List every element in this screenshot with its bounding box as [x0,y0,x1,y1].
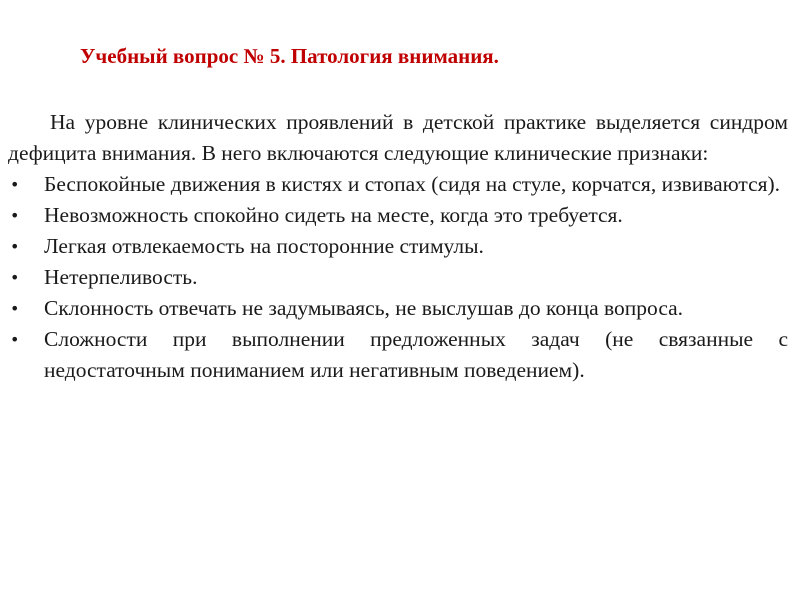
list-item-text: Нетерпеливость. [44,265,198,289]
bullet-icon: • [10,299,20,318]
list-item [8,200,788,231]
slide-content [8,107,788,386]
symptom-list [8,169,788,386]
bullet-icon: • [10,206,20,225]
bullet-icon: • [10,268,20,287]
bullet-icon: • [10,175,20,194]
list-item-text: Склонность отвечать не задумываясь, не выслушав до конца вопроса. [44,296,684,320]
list-item [8,169,788,200]
list-item [8,231,788,262]
bullet-icon: • [10,330,20,349]
list-item-text: Легкая отвлекаемость на посторонние стимулы. [44,234,484,258]
slide-title: Учебный вопрос № 5. Патология внимания. [80,44,499,68]
list-item [8,293,788,324]
list-item [8,262,788,293]
bullet-icon: • [10,237,20,256]
list-item-text: Беспокойные движения в кистях и стопах (сидя на стуле, корчатся, извиваются). [44,172,781,196]
list-item-text: Невозможность спокойно сидеть на месте, когда это требуется. [44,203,623,227]
list-item-text: Сложности при выполнении предложенных задач (не связанные с недостаточным пониманием или негативным поведением). [44,327,788,382]
intro-paragraph: На уровне клинических проявлений в детской практике выделяется синдром дефицита внимания. В него включаются следующие клинические признаки: [8,110,788,165]
list-item [8,324,788,386]
